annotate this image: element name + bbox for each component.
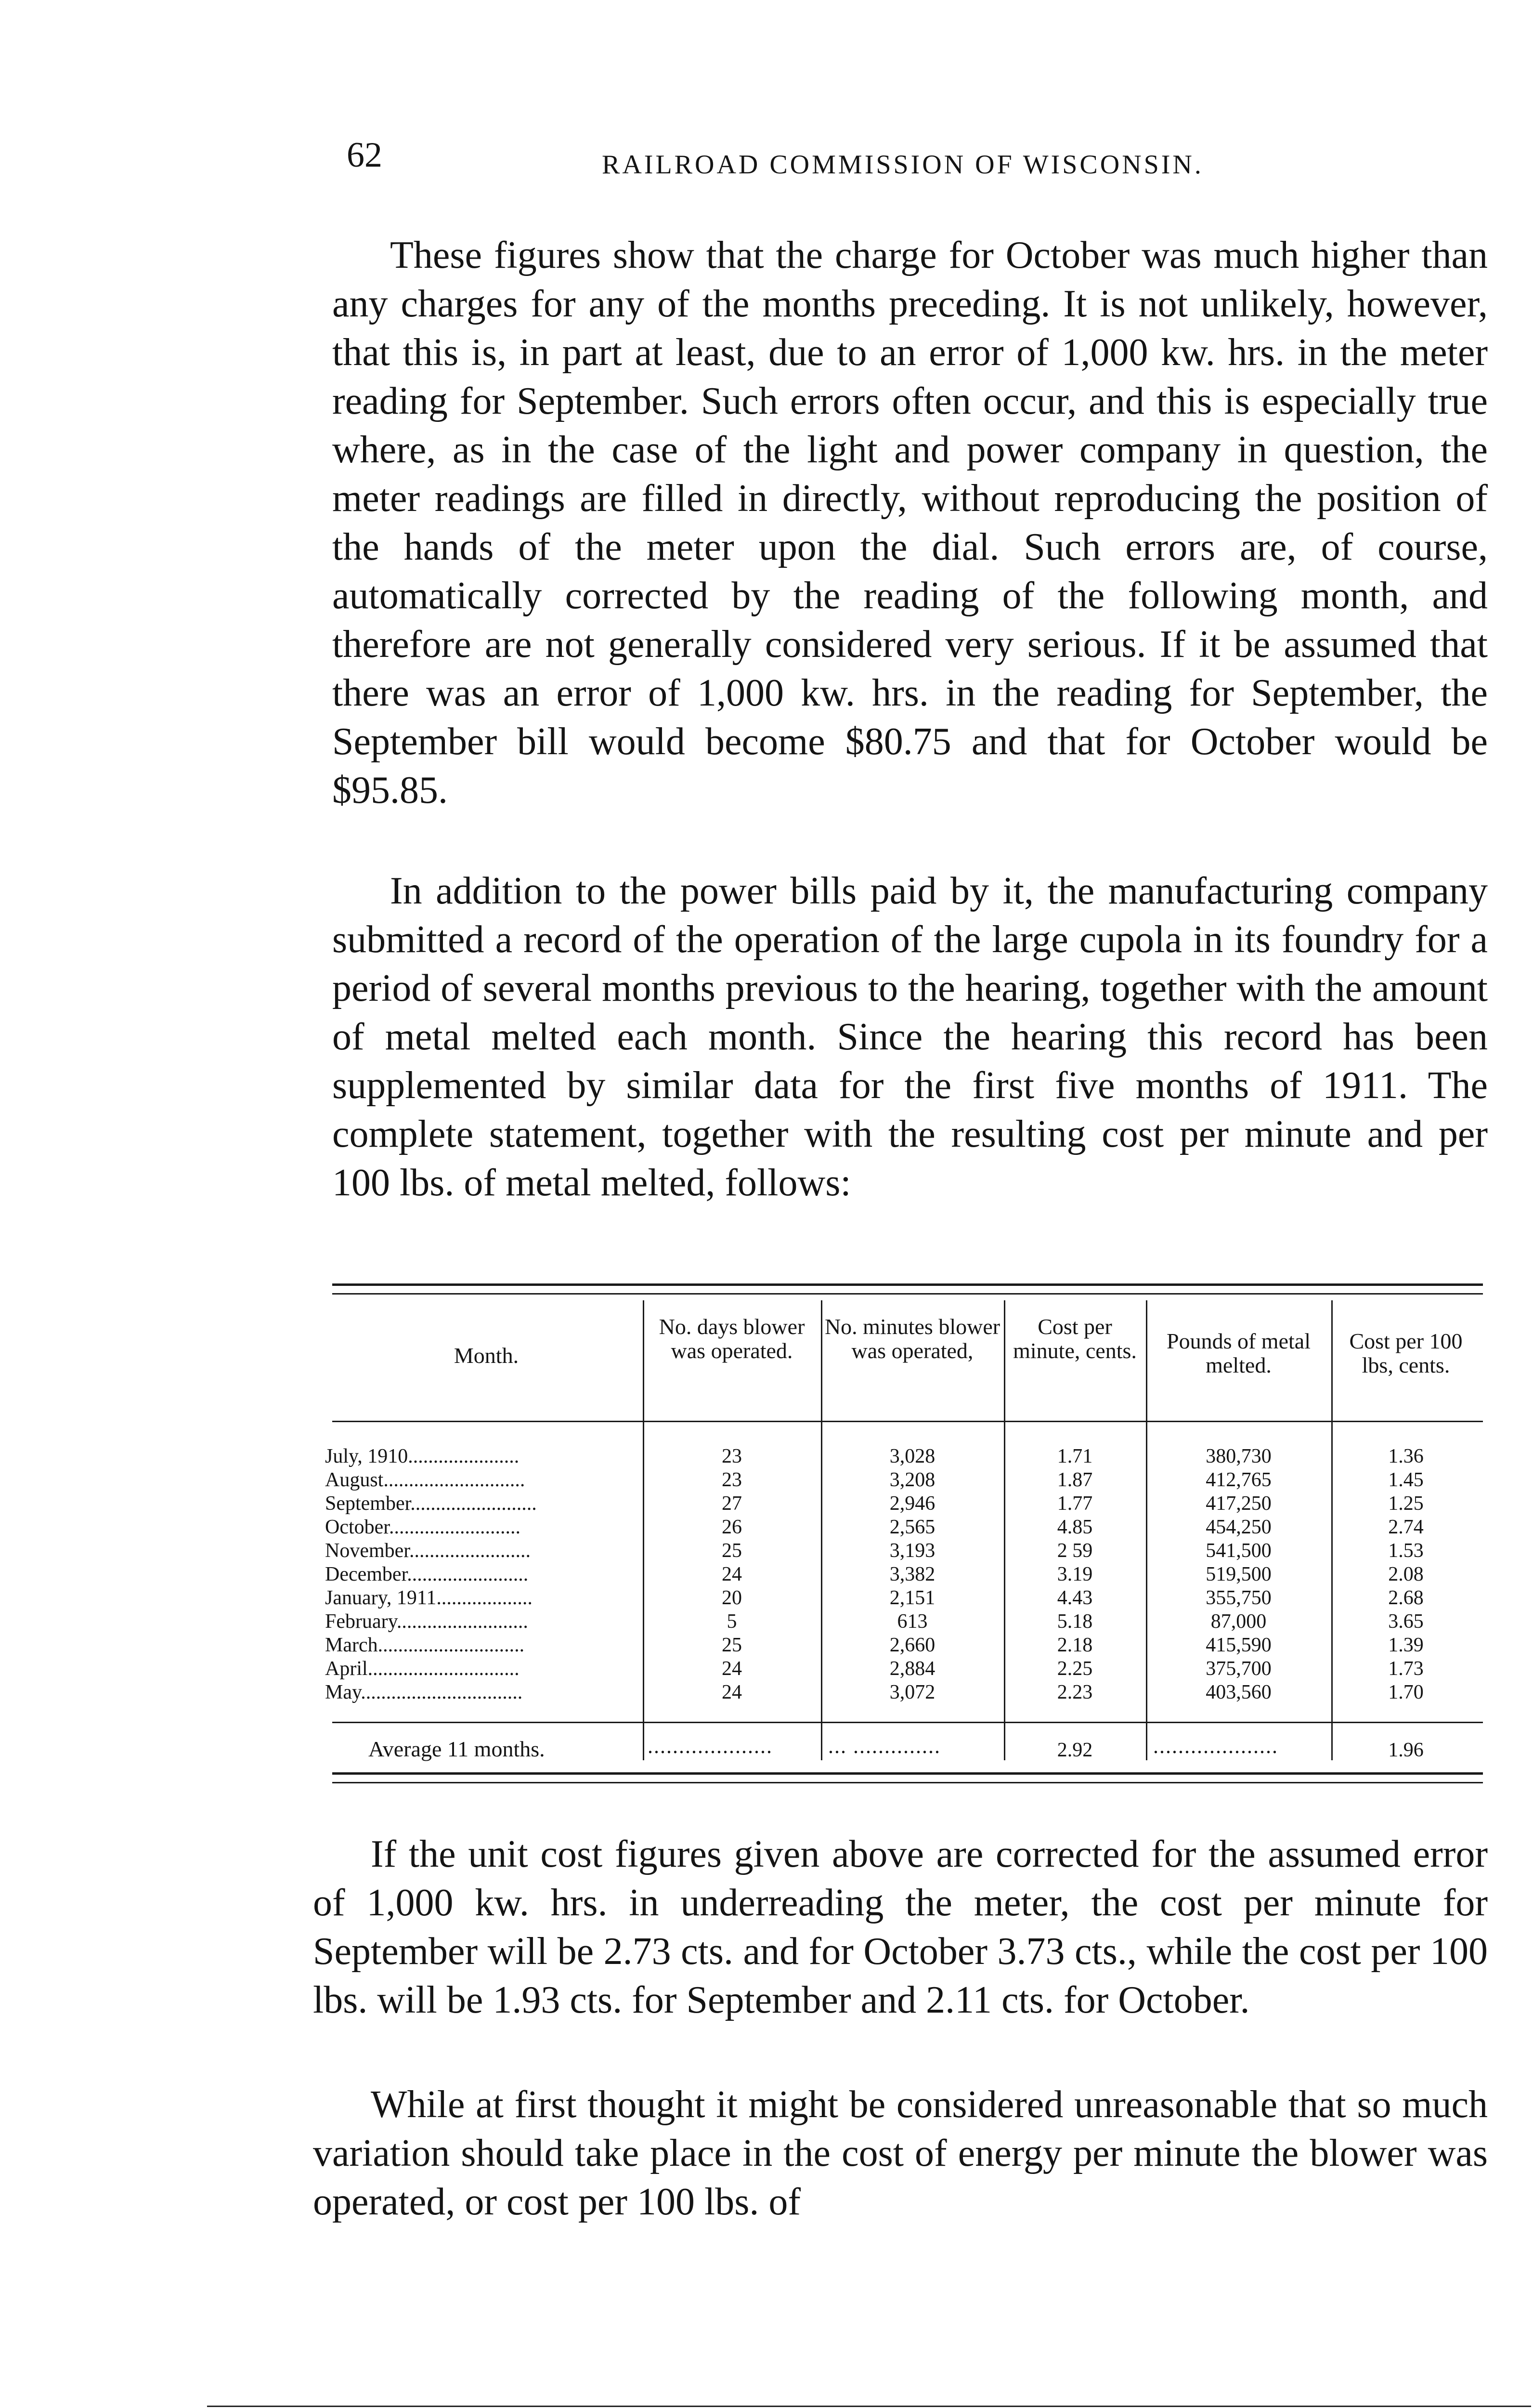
pounds-cell: 417,250 [1206, 1492, 1272, 1515]
days-cell: 24 [722, 1658, 742, 1680]
month-cell: August [325, 1469, 384, 1491]
pounds-cell: 541,500 [1206, 1540, 1272, 1562]
minutes-cell: 2,884 [889, 1658, 935, 1680]
page-header [347, 135, 1493, 193]
page-number: 62 [347, 135, 382, 175]
average-days-dots: .................... [648, 1734, 773, 1758]
header-minutes: No. minutes blower was operated, [824, 1314, 1000, 1363]
running-head: RAILROAD COMMISSION OF WISCONSIN. [602, 150, 1204, 180]
cost-100-cell: 1.39 [1388, 1634, 1424, 1656]
table-row: December........................ [325, 1563, 529, 1585]
pounds-cell: 355,750 [1206, 1587, 1272, 1609]
header-cost-per-100: Cost per 100 lbs, cents. [1349, 1329, 1463, 1377]
table-top-rule-2 [332, 1293, 1483, 1295]
month-cell: March [325, 1634, 378, 1656]
pounds-cell: 415,590 [1206, 1634, 1272, 1656]
pounds-cell: 380,730 [1206, 1445, 1272, 1467]
cost-100-cell: 1.45 [1388, 1469, 1424, 1491]
minutes-cell: 2,151 [889, 1587, 935, 1609]
cost-100-cell: 1.36 [1388, 1445, 1424, 1467]
table-row: January, 1911................... [325, 1587, 533, 1609]
header-rule [332, 1421, 1483, 1422]
column-pounds [1148, 1445, 1329, 1704]
minutes-cell: 2,946 [889, 1492, 935, 1515]
month-cell: December [325, 1563, 407, 1585]
column-cost-per-100 [1334, 1445, 1478, 1704]
cost-100-cell: 1.25 [1388, 1492, 1424, 1515]
month-cell: April [325, 1658, 368, 1680]
month-cell: October [325, 1516, 389, 1538]
cost-minute-cell: 1.87 [1057, 1469, 1093, 1491]
pounds-cell: 375,700 [1206, 1658, 1272, 1680]
column-divider [1146, 1300, 1147, 1760]
cost-minute-cell: 1.77 [1057, 1492, 1093, 1515]
column-divider [643, 1300, 644, 1760]
column-cost-per-minute [1006, 1445, 1143, 1704]
cost-minute-cell: 2.18 [1057, 1634, 1093, 1656]
cost-minute-cell: 1.71 [1057, 1445, 1093, 1467]
days-cell: 24 [722, 1563, 742, 1585]
paragraph-1: These figures show that the charge for October was much higher than any charges for any of the months preceding. It is not unlikely, however, that this is, in part at least, due to an error of 1,000 kw. hrs. in the meter reading for September. Such errors often occur, and this is especially true where, as in the case of the light and power company in question, the meter readings are filled in directly, without reproducing the position of the hands of the meter upon the dial. Such errors are, of course, automatically corrected by the reading of the following month, and therefore are not generally considered very serious. If it be assumed that there was an error of 1,000 kw. hrs. in the reading for September, the September bill would become $80.75 and that for October would be $95.85. [332, 234, 1488, 811]
paragraph-4: While at first thought it might be considered unreasonable that so much variation should take place in the cost of energy per minute the blower was operated, or cost per 100 lbs. of [313, 2083, 1488, 2223]
cost-100-cell: 1.73 [1388, 1658, 1424, 1680]
cost-minute-cell: 4.85 [1057, 1516, 1093, 1538]
average-pounds-dots: .................... [1153, 1734, 1278, 1758]
table-row: November........................ [325, 1540, 531, 1562]
average-label: Average 11 months. [368, 1737, 545, 1761]
minutes-cell: 3,382 [889, 1563, 935, 1585]
table-bottom-rule-2 [332, 1782, 1483, 1783]
pounds-cell: 519,500 [1206, 1563, 1272, 1585]
table-row: April.............................. [325, 1658, 520, 1680]
table-row: September......................... [325, 1492, 537, 1515]
column-minutes [823, 1445, 1001, 1704]
cost-minute-cell: 2 59 [1057, 1540, 1093, 1562]
days-cell: 20 [722, 1587, 742, 1609]
days-cell: 25 [722, 1540, 742, 1562]
month-cell: January, 1911 [325, 1587, 437, 1609]
pounds-cell: 412,765 [1206, 1469, 1272, 1491]
pounds-cell: 403,560 [1206, 1681, 1272, 1703]
days-cell: 23 [722, 1445, 742, 1467]
pounds-cell: 87,000 [1210, 1610, 1267, 1633]
cost-minute-cell: 4.43 [1057, 1587, 1093, 1609]
header-cost-per-minute: Cost per minute, cents. [1013, 1314, 1137, 1363]
minutes-cell: 613 [897, 1610, 928, 1633]
cost-minute-cell: 5.18 [1057, 1610, 1093, 1633]
days-cell: 26 [722, 1516, 742, 1538]
average-cost-per-100: 1.96 [1388, 1739, 1424, 1761]
month-cell: July, 1910 [325, 1445, 408, 1467]
month-cell: November [325, 1540, 409, 1562]
average-rule [332, 1722, 1483, 1723]
cost-100-cell: 1.53 [1388, 1540, 1424, 1562]
table-row: February.......................... [325, 1610, 528, 1633]
minutes-cell: 3,072 [889, 1681, 935, 1703]
cost-minute-cell: 2.23 [1057, 1681, 1093, 1703]
cost-100-cell: 1.70 [1388, 1681, 1424, 1703]
days-cell: 27 [722, 1492, 742, 1515]
table-row: October.......................... [325, 1516, 520, 1538]
header-days: No. days blower was operated. [659, 1314, 805, 1363]
table-row: August............................ [325, 1469, 525, 1491]
days-cell: 24 [722, 1681, 742, 1703]
table-row: May................................ [325, 1681, 523, 1703]
minutes-cell: 3,028 [889, 1445, 935, 1467]
minutes-cell: 2,565 [889, 1516, 935, 1538]
pounds-cell: 454,250 [1206, 1516, 1272, 1538]
scan-edge-line [207, 2406, 1531, 2407]
cost-100-cell: 2.08 [1388, 1563, 1424, 1585]
days-cell: 23 [722, 1469, 742, 1491]
average-cost-per-minute: 2.92 [1057, 1739, 1093, 1761]
days-cell: 5 [727, 1610, 737, 1633]
month-cell: February [325, 1610, 397, 1633]
header-month: Month. [454, 1343, 519, 1368]
minutes-cell: 3,193 [889, 1540, 935, 1562]
column-days [645, 1445, 818, 1704]
column-divider [821, 1300, 822, 1760]
header-pounds: Pounds of metal melted. [1167, 1329, 1311, 1377]
cost-100-cell: 2.74 [1388, 1516, 1424, 1538]
table-bottom-rule [332, 1772, 1483, 1775]
month-cell: May [325, 1681, 361, 1703]
table-row: July, 1910...................... [325, 1445, 520, 1467]
cost-100-cell: 2.68 [1388, 1587, 1424, 1609]
table-row: March............................. [325, 1634, 525, 1656]
paragraph-2: In addition to the power bills paid by it, the manufacturing company submitted a record of the operation of the large cupola in its foundry for a period of several months previous to the hearing, together with the amount of metal melted each month. Since the hearing this record has been supplemented by similar data for the first five months of 1911. The complete statement, together with the resulting cost per minute and per 100 lbs. of metal melted, follows: [332, 870, 1488, 1204]
cost-minute-cell: 2.25 [1057, 1658, 1093, 1680]
column-divider [1004, 1300, 1005, 1760]
paragraph-3: If the unit cost figures given above are corrected for the assumed error of 1,000 kw. hrs. in underreading the meter, the cost per minute for September will be 2.73 cts. and for October 3.73 cts., while the cost per 100 lbs. will be 1.93 cts. for September and 2.11 cts. for October. [313, 1833, 1488, 2021]
cost-minute-cell: 3.19 [1057, 1563, 1093, 1585]
month-cell: September [325, 1492, 411, 1515]
minutes-cell: 3,208 [889, 1469, 935, 1491]
minutes-cell: 2,660 [889, 1634, 935, 1656]
column-months [325, 1445, 643, 1704]
table-top-rule [332, 1283, 1483, 1286]
average-minutes-dots: ... .............. [828, 1734, 941, 1758]
column-divider [1331, 1300, 1333, 1760]
cost-100-cell: 3.65 [1388, 1610, 1424, 1633]
days-cell: 25 [722, 1634, 742, 1656]
